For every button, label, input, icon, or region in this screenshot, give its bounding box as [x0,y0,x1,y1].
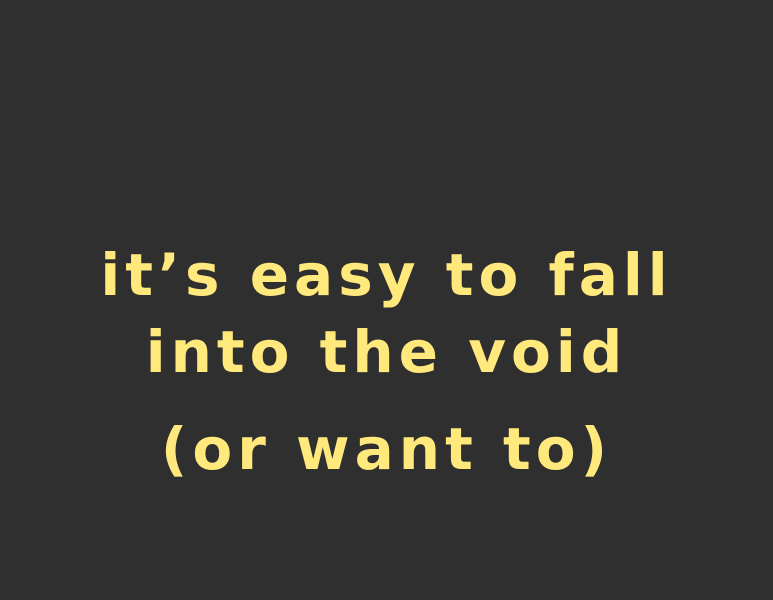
message-line-1: it’s easy to fall [100,241,673,309]
message-line-2: into the void [145,318,628,386]
message-line-3: (or want to) [160,415,613,483]
